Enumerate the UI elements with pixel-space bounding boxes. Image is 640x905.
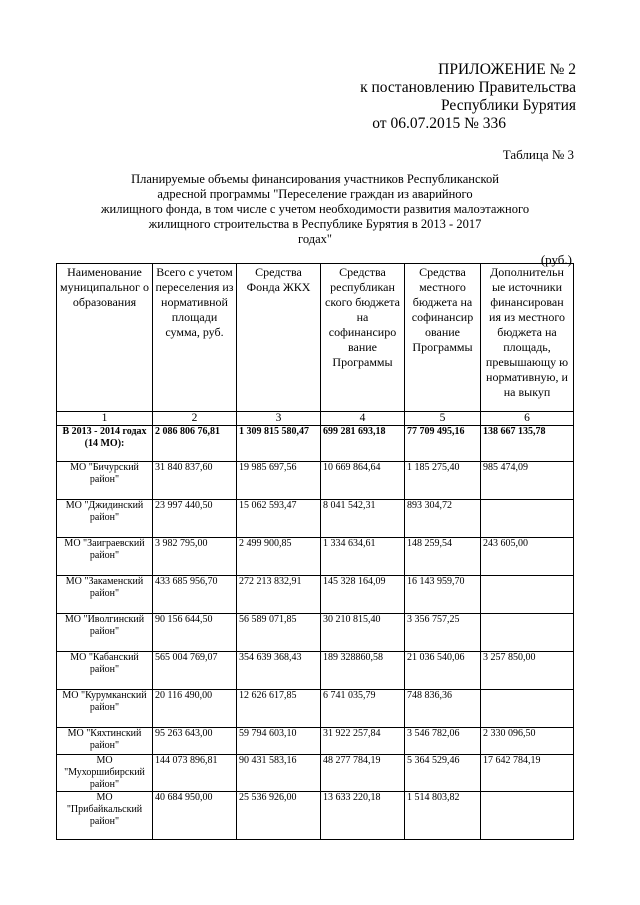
cell-fund: 2 499 900,85 — [237, 538, 321, 576]
title-line: жилищного фонда, в том числе с учетом необходимости развития малоэтажного — [100, 202, 530, 216]
table-row — [57, 500, 574, 538]
row-name: МО "Кяхтинский район" — [57, 728, 153, 755]
cell-republic: 31 922 257,84 — [321, 728, 405, 755]
table-row — [57, 792, 574, 840]
column-number: 5 — [405, 412, 481, 426]
cell-local: 21 036 540,06 — [405, 652, 481, 690]
cell-local: 3 546 782,06 — [405, 728, 481, 755]
cell-republic: 699 281 693,18 — [321, 426, 405, 462]
cell-republic: 13 633 220,18 — [321, 792, 405, 840]
cell-total: 31 840 837,60 — [153, 462, 237, 500]
column-header: Наименование муниципальног о образования — [57, 264, 153, 412]
cell-total: 95 263 643,00 — [153, 728, 237, 755]
cell-fund: 56 589 071,85 — [237, 614, 321, 652]
row-name: МО "Бичурский район" — [57, 462, 153, 500]
title-line: годах" — [298, 232, 332, 246]
cell-total: 2 086 806 76,81 — [153, 426, 237, 462]
cell-extra: 17 642 784,19 — [481, 755, 574, 792]
cell-fund: 272 213 832,91 — [237, 576, 321, 614]
cell-extra: 138 667 135,78 — [481, 426, 574, 462]
cell-local: 893 304,72 — [405, 500, 481, 538]
cell-extra: 2 330 096,50 — [481, 728, 574, 755]
column-header: Средства местного бюджета на софинансир ование Программы — [405, 264, 481, 412]
table-row — [57, 728, 574, 755]
cell-extra — [481, 576, 574, 614]
title-line: адресной программы "Переселение граждан из аварийного — [157, 187, 473, 201]
cell-fund: 59 794 603,10 — [237, 728, 321, 755]
column-number: 3 — [237, 412, 321, 426]
decree-date: от 06.07.2015 № 336 — [372, 115, 506, 132]
row-name: МО "Прибайкальский район" — [57, 792, 153, 840]
column-header: Дополнительн ые источники финансирован ия из местного бюджета на площадь, превышающу ю нормативную, и на выкуп — [481, 264, 574, 412]
cell-extra: 243 605,00 — [481, 538, 574, 576]
row-name: МО "Джидинский район" — [57, 500, 153, 538]
table-label: Таблица № 3 — [502, 147, 574, 162]
table-row — [57, 652, 574, 690]
cell-fund: 15 062 593,47 — [237, 500, 321, 538]
column-number: 6 — [481, 412, 574, 426]
cell-extra: 3 257 850,00 — [481, 652, 574, 690]
row-name: В 2013 - 2014 годах (14 МО): — [57, 426, 153, 462]
unit-label: (руб.) — [540, 252, 572, 267]
cell-republic: 10 669 864,64 — [321, 462, 405, 500]
cell-extra — [481, 792, 574, 840]
title-line: Планируемые объемы финансирования участников Республиканской — [131, 172, 499, 186]
table-row — [57, 755, 574, 792]
cell-fund: 19 985 697,56 — [237, 462, 321, 500]
cell-total: 23 997 440,50 — [153, 500, 237, 538]
financing-table — [56, 263, 574, 840]
cell-local: 3 356 757,25 — [405, 614, 481, 652]
document-header — [360, 61, 576, 133]
column-number: 1 — [57, 412, 153, 426]
column-header: Средства республикан ского бюджета на софинансиро вание Программы — [321, 264, 405, 412]
cell-republic: 189 328860,58 — [321, 652, 405, 690]
cell-local: 748 836,36 — [405, 690, 481, 728]
cell-republic: 30 210 815,40 — [321, 614, 405, 652]
cell-republic: 8 041 542,31 — [321, 500, 405, 538]
cell-total: 3 982 795,00 — [153, 538, 237, 576]
republic-line: Республики Бурятия — [441, 97, 576, 114]
cell-republic: 48 277 784,19 — [321, 755, 405, 792]
cell-republic: 6 741 035,79 — [321, 690, 405, 728]
appendix-title: ПРИЛОЖЕНИЕ № 2 — [438, 61, 576, 78]
row-name: МО "Иволгинский район" — [57, 614, 153, 652]
cell-extra: 985 474,09 — [481, 462, 574, 500]
cell-total: 433 685 956,70 — [153, 576, 237, 614]
column-number: 4 — [321, 412, 405, 426]
table-row — [57, 614, 574, 652]
column-number-row — [57, 412, 574, 426]
decree-line: к постановлению Правительства — [360, 79, 576, 96]
table-row — [57, 576, 574, 614]
cell-republic: 1 334 634,61 — [321, 538, 405, 576]
cell-fund: 1 309 815 580,47 — [237, 426, 321, 462]
cell-total: 90 156 644,50 — [153, 614, 237, 652]
row-name: МО "Кабанский район" — [57, 652, 153, 690]
cell-fund: 25 536 926,00 — [237, 792, 321, 840]
row-name: МО "Курумканский район" — [57, 690, 153, 728]
cell-local: 1 514 803,82 — [405, 792, 481, 840]
table-row — [57, 690, 574, 728]
cell-local: 148 259,54 — [405, 538, 481, 576]
table-row-total — [57, 426, 574, 462]
cell-fund: 354 639 368,43 — [237, 652, 321, 690]
column-header: Средства Фонда ЖКХ — [237, 264, 321, 412]
row-name: МО "Мухоршибирский район" — [57, 755, 153, 792]
cell-extra — [481, 690, 574, 728]
cell-total: 20 116 490,00 — [153, 690, 237, 728]
row-name: МО "Закаменский район" — [57, 576, 153, 614]
cell-fund: 12 626 617,85 — [237, 690, 321, 728]
header-row — [57, 264, 574, 412]
row-name: МО "Заиграевский район" — [57, 538, 153, 576]
column-number: 2 — [153, 412, 237, 426]
column-header: Всего с учетом переселения из нормативной площади сумма, руб. — [153, 264, 237, 412]
cell-local: 1 185 275,40 — [405, 462, 481, 500]
cell-extra — [481, 614, 574, 652]
cell-extra — [481, 500, 574, 538]
cell-local: 77 709 495,16 — [405, 426, 481, 462]
cell-fund: 90 431 583,16 — [237, 755, 321, 792]
cell-local: 16 143 959,70 — [405, 576, 481, 614]
cell-total: 40 684 950,00 — [153, 792, 237, 840]
cell-total: 144 073 896,81 — [153, 755, 237, 792]
table-row — [57, 538, 574, 576]
cell-republic: 145 328 164,09 — [321, 576, 405, 614]
title-line: жилищного строительства в Республике Бурятия в 2013 - 2017 — [148, 217, 482, 231]
table-row — [57, 462, 574, 500]
cell-total: 565 004 769,07 — [153, 652, 237, 690]
table-title — [95, 172, 535, 247]
cell-local: 5 364 529,46 — [405, 755, 481, 792]
